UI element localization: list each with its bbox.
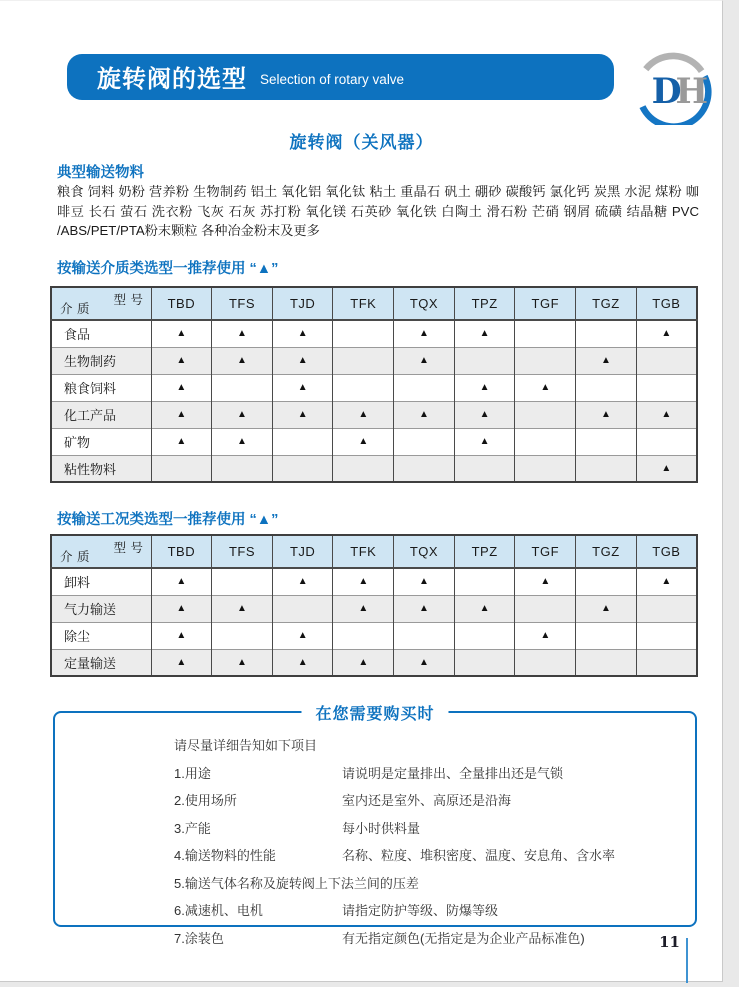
page-header-banner bbox=[67, 54, 614, 100]
row-label: 生物制药 bbox=[51, 347, 151, 374]
column-header-tfk: TFK bbox=[333, 287, 394, 320]
empty-cell bbox=[454, 347, 515, 374]
purchase-item-value: 请指定防护等级、防爆等级 bbox=[342, 903, 499, 919]
purchase-item-value: 请说明是定量排出、全量排出还是气锁 bbox=[342, 765, 564, 781]
empty-cell bbox=[515, 320, 576, 347]
recommended-mark-cell: ▲ bbox=[272, 401, 333, 428]
empty-cell bbox=[515, 455, 576, 482]
empty-cell bbox=[576, 320, 637, 347]
dh-logo-icon bbox=[630, 51, 716, 125]
recommended-mark-cell: ▲ bbox=[151, 649, 212, 676]
column-header-tgb: TGB bbox=[636, 287, 697, 320]
recommended-mark-cell: ▲ bbox=[454, 374, 515, 401]
empty-cell bbox=[515, 347, 576, 374]
recommended-mark-cell: ▲ bbox=[151, 568, 212, 595]
empty-cell bbox=[333, 347, 394, 374]
empty-cell bbox=[576, 428, 637, 455]
row-label: 除尘 bbox=[51, 622, 151, 649]
logo-letter-d: D bbox=[651, 71, 682, 112]
column-header-tpz: TPZ bbox=[454, 287, 515, 320]
row-label: 矿物 bbox=[51, 428, 151, 455]
row-label: 化工产品 bbox=[51, 401, 151, 428]
row-label: 粮食饲料 bbox=[51, 374, 151, 401]
empty-cell bbox=[576, 622, 637, 649]
recommended-mark-cell: ▲ bbox=[636, 568, 697, 595]
column-header-tbd: TBD bbox=[151, 287, 212, 320]
recommended-mark-cell: ▲ bbox=[454, 428, 515, 455]
empty-cell bbox=[151, 455, 212, 482]
purchase-item-row bbox=[174, 924, 685, 952]
table-row bbox=[51, 401, 697, 428]
corner-label-model: 型 号 bbox=[113, 293, 144, 307]
recommended-mark-cell: ▲ bbox=[212, 428, 273, 455]
purchase-item-label: 5.输送气体名称及旋转阀上下法兰间的压差 bbox=[174, 875, 419, 891]
purchase-item-label: 6.减速机、电机 bbox=[174, 903, 263, 919]
empty-cell bbox=[333, 455, 394, 482]
recommended-mark-cell: ▲ bbox=[272, 374, 333, 401]
purchase-item-row bbox=[174, 759, 685, 787]
column-header-tfs: TFS bbox=[212, 535, 273, 568]
table-row bbox=[51, 428, 697, 455]
purchase-box-content bbox=[174, 731, 685, 951]
empty-cell bbox=[394, 428, 455, 455]
table-row bbox=[51, 347, 697, 374]
recommended-mark-cell: ▲ bbox=[151, 320, 212, 347]
recommended-mark-cell: ▲ bbox=[333, 428, 394, 455]
empty-cell bbox=[454, 568, 515, 595]
empty-cell bbox=[212, 374, 273, 401]
column-header-tgf: TGF bbox=[515, 535, 576, 568]
recommended-mark-cell: ▲ bbox=[636, 401, 697, 428]
recommended-mark-cell: ▲ bbox=[394, 649, 455, 676]
empty-cell bbox=[515, 401, 576, 428]
recommended-mark-cell: ▲ bbox=[151, 347, 212, 374]
column-header-tgf: TGF bbox=[515, 287, 576, 320]
recommended-mark-cell: ▲ bbox=[636, 455, 697, 482]
purchase-item-row bbox=[174, 869, 685, 897]
recommended-mark-cell: ▲ bbox=[333, 595, 394, 622]
empty-cell bbox=[576, 455, 637, 482]
column-header-tgz: TGZ bbox=[576, 535, 637, 568]
recommended-mark-cell: ▲ bbox=[212, 595, 273, 622]
purchase-item-value: 名称、粒度、堆积密度、温度、安息角、含水率 bbox=[342, 848, 616, 864]
purchase-item-label: 4.输送物料的性能 bbox=[174, 848, 276, 864]
recommended-mark-cell: ▲ bbox=[212, 649, 273, 676]
purchase-item-label: 2.使用场所 bbox=[174, 793, 237, 809]
recommended-mark-cell: ▲ bbox=[636, 320, 697, 347]
recommended-mark-cell: ▲ bbox=[515, 374, 576, 401]
purchase-item-label: 1.用途 bbox=[174, 765, 211, 781]
purchase-item-row bbox=[174, 814, 685, 842]
table-row bbox=[51, 595, 697, 622]
recommended-mark-cell: ▲ bbox=[212, 320, 273, 347]
empty-cell bbox=[212, 568, 273, 595]
empty-cell bbox=[394, 455, 455, 482]
recommended-mark-cell: ▲ bbox=[272, 568, 333, 595]
empty-cell bbox=[212, 455, 273, 482]
page-number-rule bbox=[686, 938, 688, 983]
table2-heading: 按输送工况类选型一推荐使用 “▲” bbox=[57, 512, 279, 528]
recommended-mark-cell: ▲ bbox=[576, 347, 637, 374]
recommended-mark-cell: ▲ bbox=[151, 374, 212, 401]
recommended-mark-cell: ▲ bbox=[272, 347, 333, 374]
purchase-intro-row bbox=[174, 731, 685, 759]
purchase-item-row bbox=[174, 786, 685, 814]
column-header-tgz: TGZ bbox=[576, 287, 637, 320]
empty-cell bbox=[454, 649, 515, 676]
empty-cell bbox=[636, 622, 697, 649]
table-row bbox=[51, 455, 697, 482]
empty-cell bbox=[454, 455, 515, 482]
empty-cell bbox=[636, 649, 697, 676]
empty-cell bbox=[272, 428, 333, 455]
empty-cell bbox=[454, 622, 515, 649]
recommended-mark-cell: ▲ bbox=[212, 347, 273, 374]
recommended-mark-cell: ▲ bbox=[394, 401, 455, 428]
empty-cell bbox=[333, 374, 394, 401]
purchase-item-row bbox=[174, 896, 685, 924]
recommended-mark-cell: ▲ bbox=[151, 622, 212, 649]
recommended-mark-cell: ▲ bbox=[454, 595, 515, 622]
materials-heading: 典型输送物料 bbox=[57, 165, 144, 181]
row-label: 卸料 bbox=[51, 568, 151, 595]
table-row bbox=[51, 320, 697, 347]
recommended-mark-cell: ▲ bbox=[394, 320, 455, 347]
table-corner-cell bbox=[51, 535, 151, 568]
empty-cell bbox=[576, 649, 637, 676]
recommended-mark-cell: ▲ bbox=[212, 401, 273, 428]
empty-cell bbox=[333, 320, 394, 347]
recommended-mark-cell: ▲ bbox=[454, 401, 515, 428]
recommended-mark-cell: ▲ bbox=[394, 568, 455, 595]
empty-cell bbox=[636, 428, 697, 455]
empty-cell bbox=[212, 622, 273, 649]
recommended-mark-cell: ▲ bbox=[151, 401, 212, 428]
empty-cell bbox=[576, 374, 637, 401]
row-label: 粘性物料 bbox=[51, 455, 151, 482]
column-header-tjd: TJD bbox=[272, 287, 333, 320]
purchase-item-label: 3.产能 bbox=[174, 820, 211, 836]
recommended-mark-cell: ▲ bbox=[333, 568, 394, 595]
purchase-item-value: 室内还是室外、高原还是沿海 bbox=[342, 793, 512, 809]
empty-cell bbox=[636, 347, 697, 374]
purchase-box-title: 在您需要购买时 bbox=[301, 701, 448, 724]
table-row bbox=[51, 374, 697, 401]
column-header-tpz: TPZ bbox=[454, 535, 515, 568]
header-title-en: Selection of rotary valve bbox=[260, 71, 405, 87]
purchase-item-row bbox=[174, 841, 685, 869]
logo-letter-h: H bbox=[675, 71, 709, 112]
table-row bbox=[51, 649, 697, 676]
recommended-mark-cell: ▲ bbox=[272, 649, 333, 676]
recommended-mark-cell: ▲ bbox=[333, 649, 394, 676]
column-header-tbd: TBD bbox=[151, 535, 212, 568]
purchase-item-value: 每小时供料量 bbox=[342, 820, 421, 836]
empty-cell bbox=[333, 622, 394, 649]
recommended-mark-cell: ▲ bbox=[394, 595, 455, 622]
empty-cell bbox=[394, 622, 455, 649]
empty-cell bbox=[515, 595, 576, 622]
recommended-mark-cell: ▲ bbox=[576, 595, 637, 622]
empty-cell bbox=[636, 595, 697, 622]
table-corner-cell bbox=[51, 287, 151, 320]
empty-cell bbox=[576, 568, 637, 595]
page-number: 11 bbox=[659, 933, 680, 951]
corner-label-medium: 介 质 bbox=[60, 550, 90, 564]
column-header-tfk: TFK bbox=[333, 535, 394, 568]
purchase-item-label: 7.涂装色 bbox=[174, 930, 224, 946]
corner-label-model: 型 号 bbox=[113, 541, 144, 555]
empty-cell bbox=[636, 374, 697, 401]
column-header-tfs: TFS bbox=[212, 287, 273, 320]
empty-cell bbox=[272, 455, 333, 482]
header-title-zh: 旋转阀的选型 bbox=[97, 65, 247, 93]
column-header-tjd: TJD bbox=[272, 535, 333, 568]
recommended-mark-cell: ▲ bbox=[272, 320, 333, 347]
row-label: 气力输送 bbox=[51, 595, 151, 622]
table-row bbox=[51, 622, 697, 649]
recommended-mark-cell: ▲ bbox=[515, 568, 576, 595]
recommended-mark-cell: ▲ bbox=[394, 347, 455, 374]
table1-heading: 按输送介质类选型一推荐使用 “▲” bbox=[57, 261, 279, 277]
purchase-item-value: 有无指定颜色(无指定是为企业产品标准色) bbox=[342, 930, 585, 946]
table-row bbox=[51, 568, 697, 595]
purchase-intro: 请尽量详细告知如下项目 bbox=[174, 738, 318, 754]
recommended-mark-cell: ▲ bbox=[515, 622, 576, 649]
row-label: 食品 bbox=[51, 320, 151, 347]
recommended-mark-cell: ▲ bbox=[333, 401, 394, 428]
column-header-tgb: TGB bbox=[636, 535, 697, 568]
recommended-mark-cell: ▲ bbox=[454, 320, 515, 347]
empty-cell bbox=[394, 374, 455, 401]
materials-text: 粮食 饲料 奶粉 营养粉 生物制药 铝土 氧化铝 氧化钛 粘土 重晶石 矾土 硼砂 碳酸钙 氯化钙 炭黑 水泥 煤粉 咖啡豆 长石 萤石 洗衣粉 飞灰 石灰 苏打粉 氧化镁 石英砂 氧化铁 白陶土 滑石粉 芒硝 钢屑 硫磺 结晶糖 PVC /ABS/PET/PTA粉末颗粒 各种冶金粉末及更多 bbox=[57, 184, 699, 238]
row-label: 定量输送 bbox=[51, 649, 151, 676]
empty-cell bbox=[515, 428, 576, 455]
dh-logo-svg bbox=[630, 51, 716, 125]
selection-table-by-condition bbox=[50, 534, 698, 677]
corner-label-medium: 介 质 bbox=[60, 302, 90, 316]
recommended-mark-cell: ▲ bbox=[151, 428, 212, 455]
recommended-mark-cell: ▲ bbox=[272, 622, 333, 649]
selection-table-by-medium bbox=[50, 286, 698, 483]
page-title: 旋转阀（关风器） bbox=[289, 133, 434, 152]
column-header-tqx: TQX bbox=[394, 287, 455, 320]
column-header-tqx: TQX bbox=[394, 535, 455, 568]
recommended-mark-cell: ▲ bbox=[576, 401, 637, 428]
recommended-mark-cell: ▲ bbox=[151, 595, 212, 622]
empty-cell bbox=[272, 595, 333, 622]
empty-cell bbox=[515, 649, 576, 676]
